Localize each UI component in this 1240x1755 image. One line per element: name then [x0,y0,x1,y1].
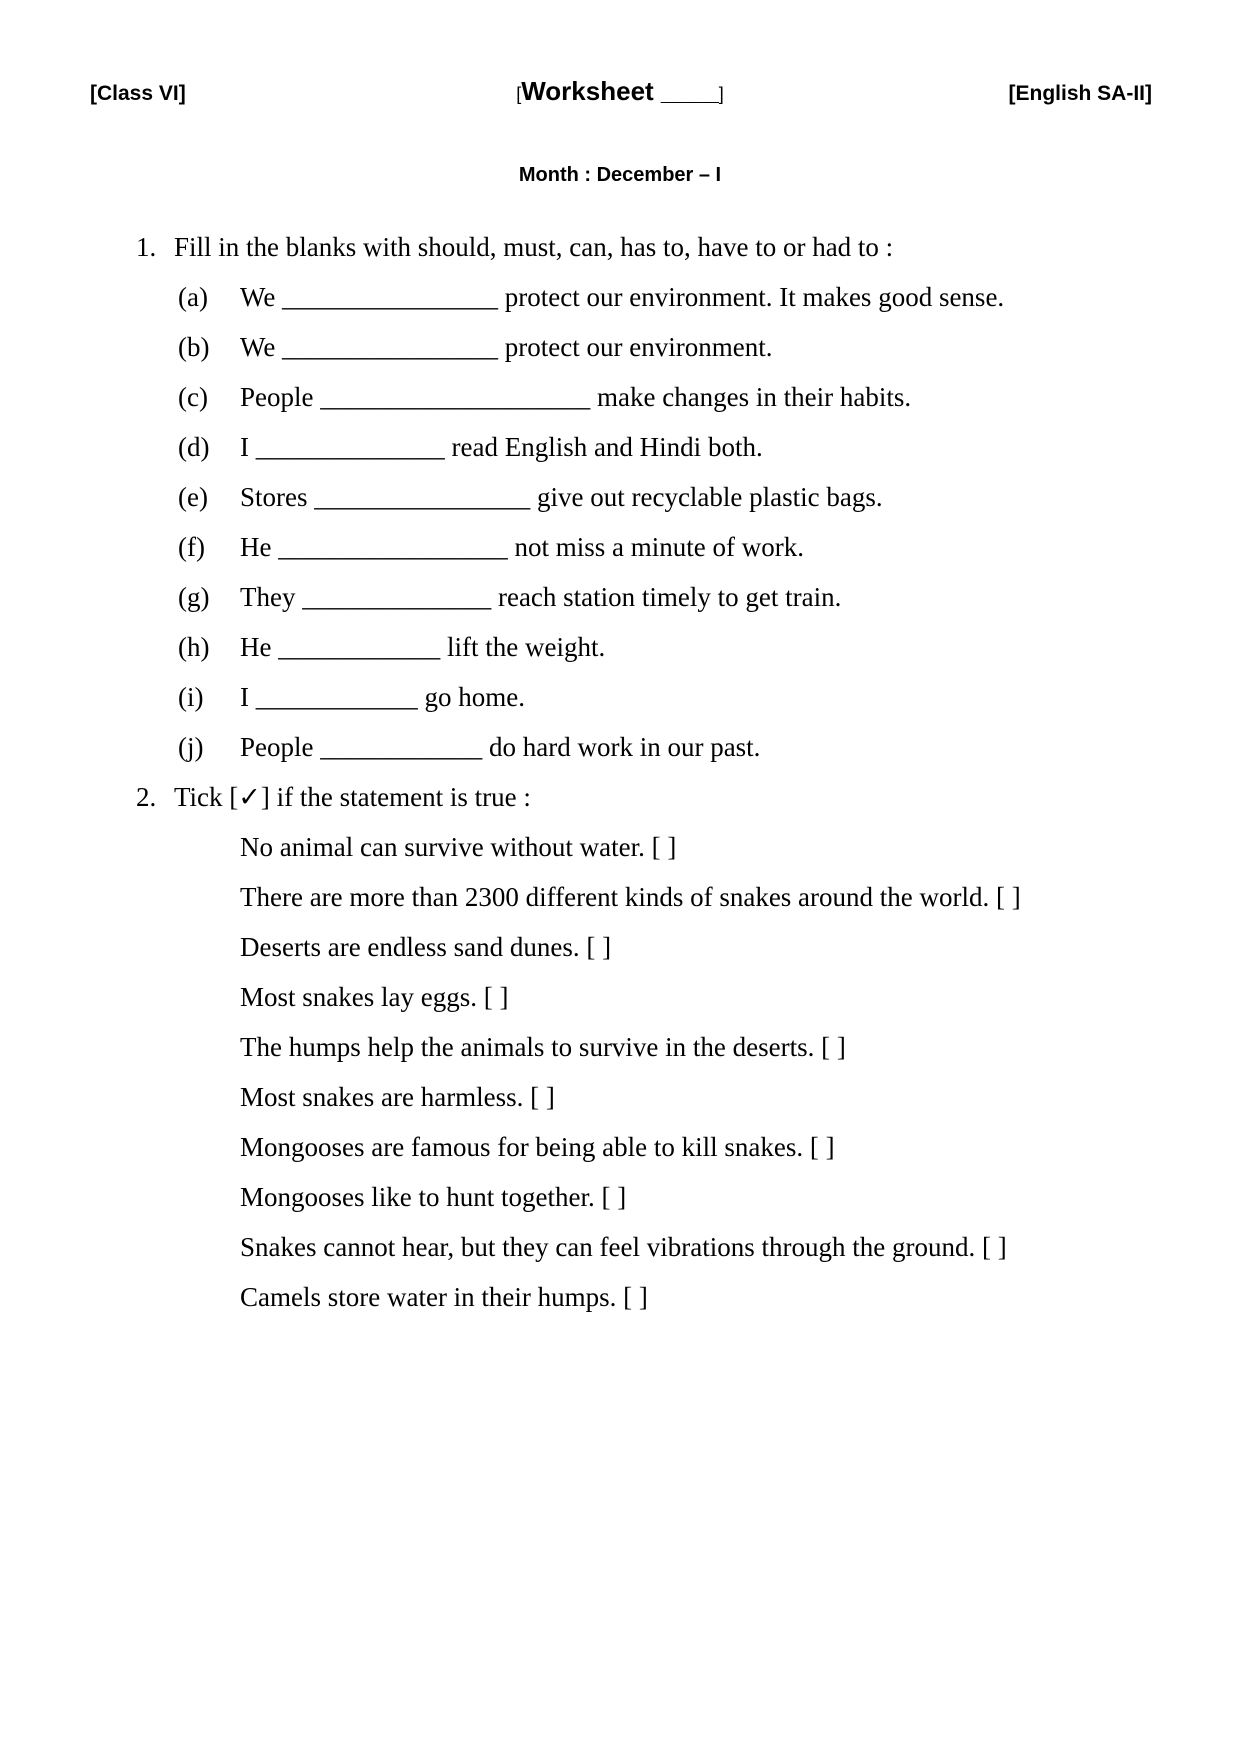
worksheet-close-bracket: ] [718,84,724,104]
item-label: (g) [178,582,210,612]
item-text: I ____________ go home. [240,682,525,712]
item-label: (i) [178,682,204,712]
item-text: He _________________ not miss a minute of work. [240,532,804,562]
item-text: They ______________ reach station timely to get train. [240,582,842,612]
worksheet-label: Worksheet ____ [521,76,719,106]
item-text: He ____________ lift the weight. [240,632,606,662]
question-2-number: 2. [136,782,157,812]
item-label: (c) [178,382,208,412]
item-text: People ____________________ make changes in their habits. [240,382,912,412]
item-text: Camels store water in their humps. [ ] [240,1282,648,1312]
class-label: [Class VI] [90,82,186,105]
item-text: The humps help the animals to survive in the deserts. [ ] [240,1032,846,1062]
item-text: Most snakes are harmless. [ ] [240,1082,555,1112]
worksheet-header [0,76,1240,116]
item-label: (e) [178,482,208,512]
question-2-text: Tick [✓] if the statement is true : [174,782,531,812]
item-label: (f) [178,532,205,562]
month-label: Month : December – I [518,164,722,186]
item-text: Most snakes lay eggs. [ ] [240,982,509,1012]
item-text: Stores ________________ give out recyclable plastic bags. [240,482,883,512]
question-2-title [136,780,531,814]
item-text: Mongooses like to hunt together. [ ] [240,1182,627,1212]
subject-label: [English SA-II] [1008,82,1152,105]
item-label: (b) [178,332,210,362]
worksheet-open-bracket: [ [516,84,522,104]
item-label: (j) [178,732,204,762]
item-label: (h) [178,632,210,662]
item-text: There are more than 2300 different kinds of snakes around the world. [ ] [240,882,1021,912]
item-text: No animal can survive without water. [ ] [240,832,677,862]
question-1-text: Fill in the blanks with should, must, can, has to, have to or had to : [174,232,894,262]
item-label: (d) [178,432,210,462]
item-text: We ________________ protect our environment. [240,332,773,362]
item-label: (a) [178,282,208,312]
question-1-number: 1. [136,232,157,262]
item-text: Mongooses are famous for being able to kill snakes. [ ] [240,1132,835,1162]
question-1-title [136,230,893,264]
item-text: We ________________ protect our environment. It makes good sense. [240,282,1005,312]
item-text: People ____________ do hard work in our past. [240,732,761,762]
item-text: Snakes cannot hear, but they can feel vibrations through the ground. [ ] [240,1232,1007,1262]
item-text: Deserts are endless sand dunes. [ ] [240,932,612,962]
item-text: I ______________ read English and Hindi both. [240,432,763,462]
